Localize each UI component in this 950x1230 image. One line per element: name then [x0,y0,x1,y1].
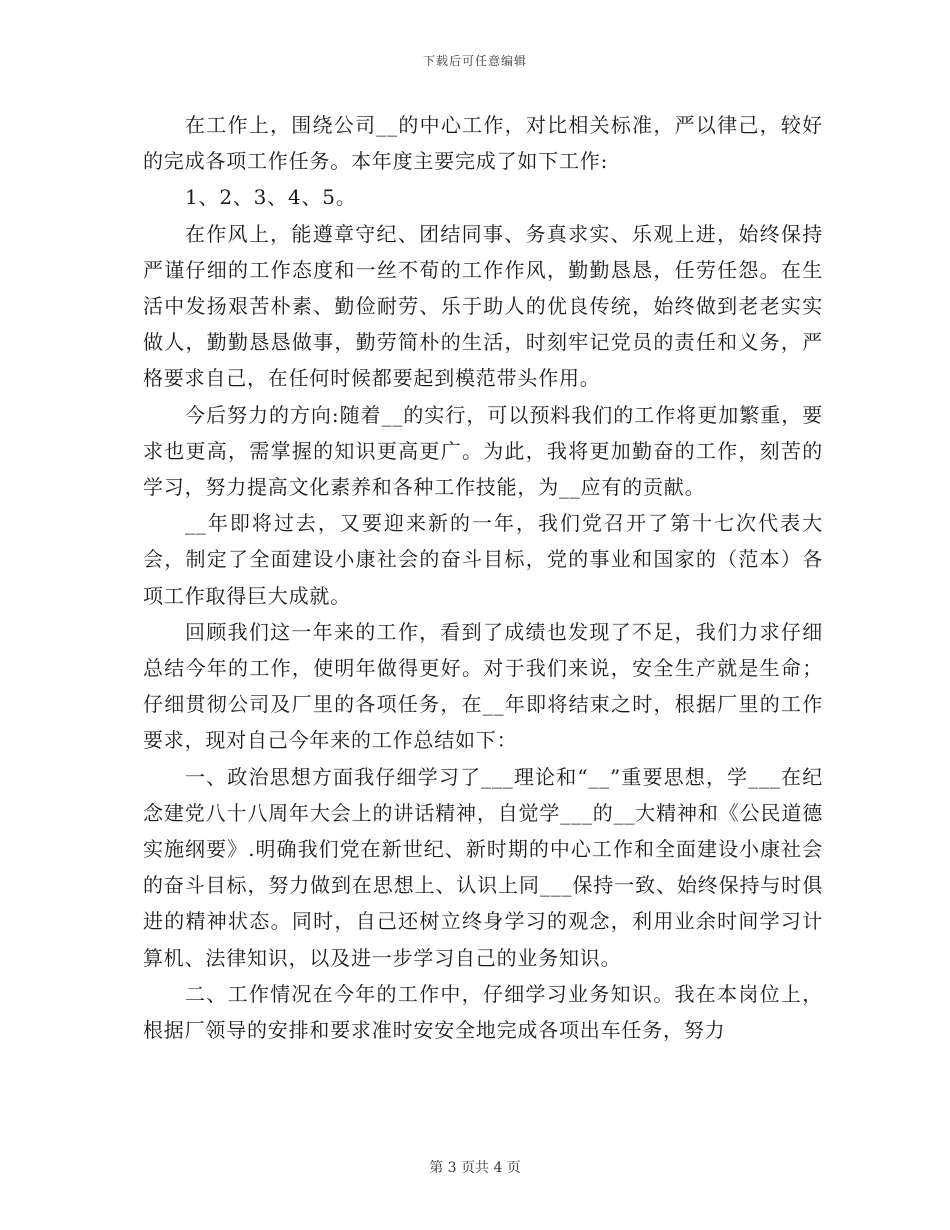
document-body [143,107,823,1048]
page-number: 第 3 页共 4 页 [429,1160,521,1176]
paragraph-year-review: __年即将过去，又要迎来新的一年，我们党召开了第十七次代表大会，制定了全面建设小康社会的奋斗目标，党的事业和国家的（范本）各项工作取得巨大成就。 [143,511,823,608]
paragraph-work-style: 在作风上，能遵章守纪、团结同事、务真求实、乐观上进，始终保持严谨仔细的工作态度和一丝不荀的工作作风，勤勤恳恳，任劳任怨。在生活中发扬艰苦朴素、勤俭耐劳、乐于助人的优良传统，始终做到老老实实做人，勤勤恳恳做事，勤劳简朴的生活，时刻牢记党员的责任和义务，严格要求自己，在任何时候都要起到模范带头作用。 [143,221,823,391]
paragraph-looking-back: 回顾我们这一年来的工作，看到了成绩也发现了不足，我们力求仔细总结今年的工作，使明年做得更好。对于我们来说，安全生产就是生命；仔细贯彻公司及厂里的各项任务，在__年即将结束之时，根据厂里的工作要求，现对自己今年来的工作总结如下： [143,619,823,753]
page-header: 下载后可任意编辑 [422,54,527,68]
paragraph-political-thought: 一、政治思想方面我仔细学习了___理论和“__”重要思想，学___在纪念建党八十八周年大会上的讲话精神，自觉学___的__大精神和《公民道德实施纲要》.明确我们党在新世纪、新时期的中心工作和全面建设小康社会的奋斗目标，努力做到在思想上、认识上同___保持一致、始终保持与时俱进的精神状态。同时，自己还树立终身学习的观念，利用业余时间学习计算机、法律知识，以及进一步学习自己的业务知识。 [143,764,823,970]
paragraph-future-direction: 今后努力的方向:随着__的实行，可以预料我们的工作将更加繁重，要求也更高，需掌握的知识更高更广。为此，我将更加勤奋的工作，刻苦的学习，努力提高文化素养和各种工作技能，为__应有的贡献。 [143,402,823,500]
paragraph-task-list: 1、2、3、4、5。 [185,185,357,210]
paragraph-work-overview: 在工作上，围绕公司__的中心工作，对比相关标准，严以律己，较好的完成各项工作任务。本年度主要完成了如下工作: [143,113,823,174]
paragraph-work-situation: 二、工作情况在今年的工作中，仔细学习业务知识。我在本岗位上，根据厂领导的安排和要求准时安安全地完成各项出车任务，努力 [143,981,823,1043]
